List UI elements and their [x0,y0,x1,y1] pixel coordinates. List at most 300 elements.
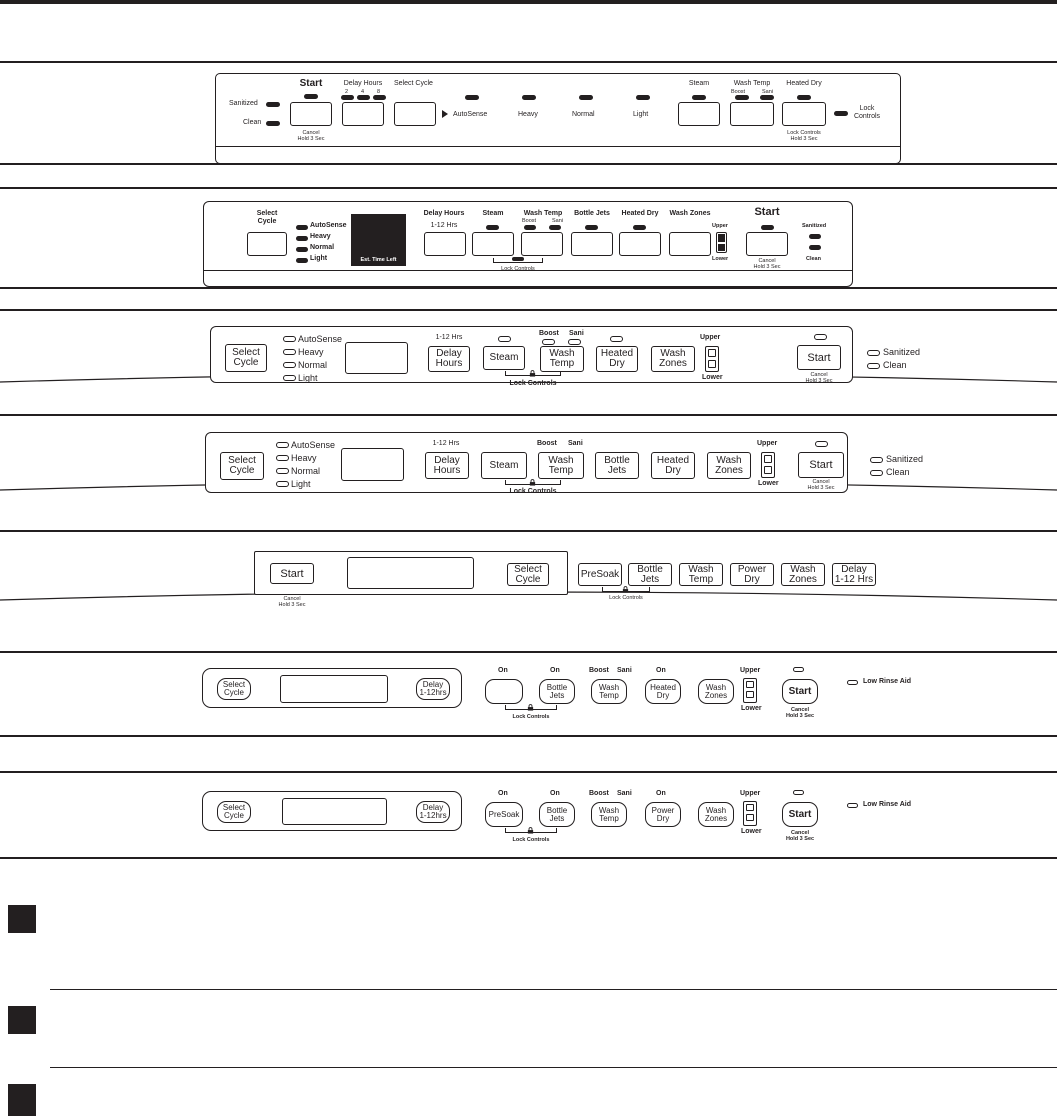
rule [0,735,1057,737]
button-line: Temp [548,464,574,476]
button-line: Bottle [604,454,630,466]
hold-label: Hold 3 Sec [278,602,306,608]
sanitized-indicator [809,234,821,239]
boost-label: Boost [537,440,557,447]
cycle-autosense-label: AutoSense [291,440,336,450]
button-line: Heated [600,348,634,359]
button-line: Zones [704,690,728,700]
button-line: Wash [548,454,574,466]
select-cycle-button[interactable] [217,801,251,823]
on-label: On [656,667,666,674]
cancel-label: Cancel [758,258,776,264]
upper-label: Upper [700,334,721,341]
button-line: Bottle [546,682,568,692]
lock-indicator [834,111,848,116]
bottle-jets-button[interactable] [539,802,575,827]
display-window [280,675,388,703]
steam-label: Steam [482,210,504,217]
delay-hours-label: Delay Hours [343,80,383,87]
hold-label: Hold 3 Sec [785,713,815,719]
cycle-normal-label: Normal [572,111,595,118]
select-cycle-button[interactable] [247,232,287,256]
delay-button[interactable] [416,678,450,700]
cycle-heavy-label: Heavy [298,347,324,357]
button-line: Wash [705,805,727,815]
button-line: Dry [665,464,681,476]
button-line: Bottle [637,563,663,575]
button-line: Wash [598,805,620,815]
wash-temp-button[interactable] [540,346,584,372]
wash-temp-button[interactable] [730,102,774,126]
lock-controls-label: Lock Controls [787,130,821,136]
lock-controls-label: Lock Controls [512,837,550,843]
delay-range-label: 1-12 Hrs [435,334,463,341]
cycle-light-label: Light [633,111,649,118]
button-line: Temp [549,358,575,369]
delay-hours-label: Delay Hours [423,210,465,217]
sani-indicator [549,225,561,230]
rule [0,651,1057,653]
hold-label: Hold 3 Sec [805,378,833,384]
lock-label: Lock [859,105,875,112]
select-cycle-button[interactable] [225,344,267,372]
clean-label: Clean [243,119,262,126]
button-line: Select [222,680,246,689]
cancel-label: Cancel [283,596,301,602]
hold-label: Hold 3 Sec [785,836,815,842]
bottle-jets-label: Bottle Jets [574,210,610,217]
delay-range-label: 1-12 Hrs [430,222,458,229]
display-window [282,798,387,825]
cycle-heavy-indicator [283,349,296,355]
cycle-autosense-indicator [276,442,289,448]
lock-controls-label: Lock Controls [509,380,557,387]
step-marker [8,905,36,933]
select-cycle-button[interactable] [217,678,251,700]
delay-4-indicator [357,95,370,100]
heated-dry-label: Heated Dry [786,80,822,87]
button-text: Start [809,459,833,471]
delay-hours-button[interactable] [342,102,384,126]
sani-label: Sani [762,89,774,95]
bottle-jets-button[interactable] [628,563,672,586]
steam-indicator [692,95,706,100]
cycle-heavy-label: Heavy [518,111,538,118]
select-cycle-button[interactable] [507,563,549,586]
button-line: Zones [659,358,687,369]
button-line: Heated [650,682,676,692]
lower-label: Lower [702,374,723,381]
start-button[interactable] [782,802,818,827]
step-marker [8,1006,36,1034]
lower-label: Lower [741,705,762,712]
cycle-heavy-indicator [296,236,308,241]
display-window [347,557,474,589]
hold-label: Hold 3 Sec [297,136,325,142]
button-line: Temp [688,573,714,585]
lock-icon [529,479,536,486]
button-line: Wash [598,682,620,692]
low-rinse-aid-label: Low Rinse Aid [863,678,911,685]
button-line: Wash [716,454,742,466]
wash-zones-label: Wash Zones [669,210,711,217]
boost-label: Boost [589,790,609,797]
button-line: 1-12 Hrs [834,573,874,585]
wash-temp-label: Wash Temp [733,80,771,87]
power-dry-button[interactable] [645,802,681,827]
button-line: Power [737,563,767,575]
start-indicator [304,94,318,99]
hold-label: Hold 3 Sec [753,264,781,270]
button-line: Wash [705,682,727,692]
cycle-normal-label: Normal [298,360,328,370]
cancel-label: Cancel [810,372,828,378]
cycle-heavy-label: Heavy [291,453,317,463]
zone-indicator [716,232,727,253]
cycle-light-label: Light [310,255,328,262]
delay-2-label: 2 [345,89,349,95]
button-line: Wash [660,348,686,359]
cycle-autosense-indicator [296,225,308,230]
sanitized-label: Sanitized [883,347,921,357]
button-line: Jets [607,464,627,476]
start-button[interactable] [782,679,818,704]
lock-icon [622,586,629,593]
cycle-autosense-label: AutoSense [453,111,488,118]
lower-label: Lower [712,256,729,262]
cycle-light-label: Light [291,479,311,489]
button-line: Jets [549,690,565,700]
button-line: Select [228,455,256,466]
cancel-label: Cancel [812,479,830,485]
cycle-light-label: Light [298,373,318,383]
on-label: On [550,667,560,674]
heated-dry-button[interactable] [782,102,826,126]
clean-label: Clean [883,360,907,370]
button-line: Wash [688,563,714,575]
cycle-heavy-indicator [522,95,536,100]
start-button[interactable] [290,102,332,126]
button-line: Delay [422,680,444,689]
sani-indicator [568,339,581,345]
display-window [345,342,408,374]
heated-dry-button[interactable] [619,232,661,256]
button-line: Delay [436,348,462,359]
upper-label: Upper [757,440,778,447]
hold-label: Hold 3 Sec [807,485,835,491]
rule [0,771,1057,773]
sani-label: Sani [617,667,632,674]
steam-label: Steam [688,80,710,87]
start-indicator [761,225,774,230]
button-line: Select [232,347,260,358]
button-line: Delay [422,803,444,812]
button-line: Cycle [229,465,255,476]
button-line: Cycle [223,688,244,697]
step-rule [50,1067,1057,1068]
lock-controls-label: Lock Controls [512,714,550,720]
button-line: Zones [789,573,817,585]
button-text: PreSoak [580,568,620,580]
lock-controls-label: Lock Controls [509,488,557,495]
presoak-button[interactable] [485,679,523,704]
wash-temp-label: Wash Temp [523,210,563,217]
lock-hold-label: Hold 3 Sec [790,136,818,142]
delay-8-label: 8 [377,89,381,95]
clean-indicator [867,363,880,369]
wash-zones-button[interactable] [707,452,751,479]
select-cycle-button[interactable] [394,102,436,126]
button-text: Start [280,567,304,580]
lock-icon [527,704,534,711]
zone-indicator [743,678,757,703]
button-line: Dry [744,573,760,585]
start-label: Start [754,206,780,218]
top-rule [0,0,1057,4]
button-line: Select [222,803,246,812]
start-indicator [815,441,828,447]
rule [0,857,1057,859]
zone-indicator [761,452,775,478]
button-line: Temp [599,813,619,823]
button-line: Cycle [515,573,541,585]
start-button[interactable] [797,345,841,370]
heated-dry-label: Heated Dry [621,210,659,217]
cycle-light-indicator [276,481,289,487]
sanitized-label: Sanitized [802,223,827,229]
display-window [341,448,404,481]
lock-controls-label: Lock Controls [501,266,535,272]
upper-label: Upper [740,790,761,797]
rule [0,530,1057,532]
presoak-button[interactable] [485,802,523,827]
boost-label: Boost [731,89,746,95]
rule [0,61,1057,63]
low-rinse-aid-indicator [847,680,858,685]
delay-range-label: 1-12 Hrs [432,440,460,447]
boost-indicator [735,95,749,100]
cycle-normal-indicator [296,247,308,252]
start-indicator [793,667,804,672]
steam-button[interactable] [472,232,514,256]
on-label: On [498,790,508,797]
lock-icon [529,370,536,377]
button-line: Dry [656,690,670,700]
button-line: Zones [715,464,743,476]
steam-indicator [498,336,511,342]
boost-label: Boost [539,330,559,337]
power-dry-button[interactable] [730,563,774,586]
wash-temp-button[interactable] [591,679,627,704]
button-line: Bottle [546,805,568,815]
cycle-light-indicator [296,258,308,263]
controls-label: Controls [853,113,881,120]
wash-temp-button[interactable] [538,452,584,479]
clean-label: Clean [806,256,821,262]
delay-hours-button[interactable] [425,452,469,479]
button-line: Power [651,805,675,815]
button-line: Delay [434,454,460,466]
sani-label: Sani [617,790,632,797]
bottle-jets-indicator [585,225,598,230]
cycle-heavy-label: Heavy [310,233,331,240]
on-label: On [498,667,508,674]
button-line: Cycle [223,811,244,820]
start-indicator [793,790,804,795]
button-line: Hours [435,358,463,369]
select-cycle-button[interactable] [220,452,264,480]
button-line: Select [514,563,542,575]
rule [0,287,1057,289]
on-label: On [550,790,560,797]
start-button[interactable] [270,563,314,584]
clean-indicator [266,121,280,126]
button-text: Steam [489,459,519,471]
rule [0,309,1057,311]
wash-zones-button[interactable] [669,232,711,256]
button-text: PreSoak [488,809,520,819]
lower-label: Lower [758,480,779,487]
delay-2-indicator [341,95,354,100]
step-marker [8,1084,36,1116]
wash-temp-button[interactable] [521,232,563,256]
delay-button[interactable] [832,563,876,586]
button-text: Start [807,351,831,364]
steam-indicator [486,225,499,230]
zone-indicator [743,801,757,826]
bottle-jets-button[interactable] [571,232,613,256]
upper-label: Upper [712,223,728,229]
heated-dry-button[interactable] [651,452,695,479]
panel-divider [216,146,900,147]
delay-8-indicator [373,95,386,100]
on-label: On [656,790,666,797]
button-line: Heated [656,454,690,466]
steam-button[interactable] [678,102,720,126]
button-text: Start [788,808,812,820]
clean-indicator [809,245,821,250]
boost-indicator [524,225,536,230]
delay-4-label: 4 [361,89,365,95]
rule [0,414,1057,416]
cycle-normal-label: Normal [291,466,321,476]
cycle-autosense-label: AutoSense [298,334,343,344]
button-line: Wash [790,563,816,575]
start-indicator [814,334,827,340]
cancel-label: Cancel [790,830,810,836]
zone-indicator [705,346,719,372]
cycle-heavy-indicator [276,455,289,461]
boost-label: Boost [522,218,537,224]
cycle-normal-indicator [283,362,296,368]
cancel-label: Cancel [790,707,810,713]
heated-dry-indicator [797,95,811,100]
wash-temp-button[interactable] [679,563,723,586]
sani-label: Sani [552,218,564,224]
delay-button[interactable] [416,801,450,823]
cycle-normal-indicator [276,468,289,474]
button-line: Jets [640,573,660,585]
heated-dry-indicator [610,336,623,342]
button-line: Hours [433,464,461,476]
sanitized-indicator [266,102,280,107]
wash-temp-button[interactable] [591,802,627,827]
sanitized-indicator [867,350,880,356]
steam-button[interactable] [483,346,525,370]
sani-label: Sani [569,330,584,337]
delay-hours-button[interactable] [428,346,470,372]
sanitized-label: Sanitized [886,454,924,464]
delay-hours-button[interactable] [424,232,466,256]
lower-label: Lower [741,828,762,835]
cancel-label: Cancel [302,130,320,136]
bottle-jets-button[interactable] [539,679,575,704]
button-line: Jets [549,813,565,823]
cycle-autosense-label: AutoSense [310,222,347,229]
button-line: Temp [599,690,619,700]
rule [0,187,1057,189]
cycle-light-indicator [636,95,650,100]
clean-indicator [870,470,883,476]
wash-zones-button[interactable] [651,346,695,372]
steam-button[interactable] [481,452,527,479]
upper-label: Upper [740,667,761,674]
button-line: 1-12hrs [419,688,447,697]
button-line: Dry [609,358,625,369]
wash-zones-button[interactable] [781,563,825,586]
cycle-normal-label: Normal [310,244,335,251]
wash-zones-button[interactable] [698,679,734,704]
button-line: Cycle [233,357,259,368]
button-text: Start [788,685,812,697]
heated-dry-indicator [633,225,646,230]
button-line: Wash [549,348,575,359]
button-line: Delay [841,563,867,575]
button-line: Zones [704,813,728,823]
clean-label: Clean [886,467,910,477]
sani-label: Sani [568,440,583,447]
est-time-left-label: Est. Time Left [360,257,397,263]
select-cycle-label: Select Cycle [394,80,433,87]
arrow-right-icon [442,110,448,118]
boost-indicator [542,339,555,345]
button-line: Dry [656,813,670,823]
cycle-normal-indicator [579,95,593,100]
button-line: 1-12hrs [419,811,447,820]
button-text: Steam [489,352,519,363]
start-button[interactable] [798,452,844,478]
sani-indicator [760,95,774,100]
low-rinse-aid-label: Low Rinse Aid [863,801,911,808]
cycle-autosense-indicator [283,336,296,342]
cycle-autosense-indicator [465,95,479,100]
boost-label: Boost [589,667,609,674]
sanitized-label: Sanitized [229,100,258,107]
heated-dry-button[interactable] [645,679,681,704]
heated-dry-button[interactable] [596,346,638,372]
cycle-label: Cycle [257,218,277,225]
bottle-jets-button[interactable] [595,452,639,479]
lock-indicator [512,257,524,261]
wash-zones-button[interactable] [698,802,734,827]
low-rinse-aid-indicator [847,803,858,808]
step-rule [50,989,1057,990]
lock-icon [527,827,534,834]
start-button[interactable] [746,232,788,256]
cycle-light-indicator [283,375,296,381]
presoak-button[interactable] [578,563,622,586]
start-label: Start [299,78,323,89]
